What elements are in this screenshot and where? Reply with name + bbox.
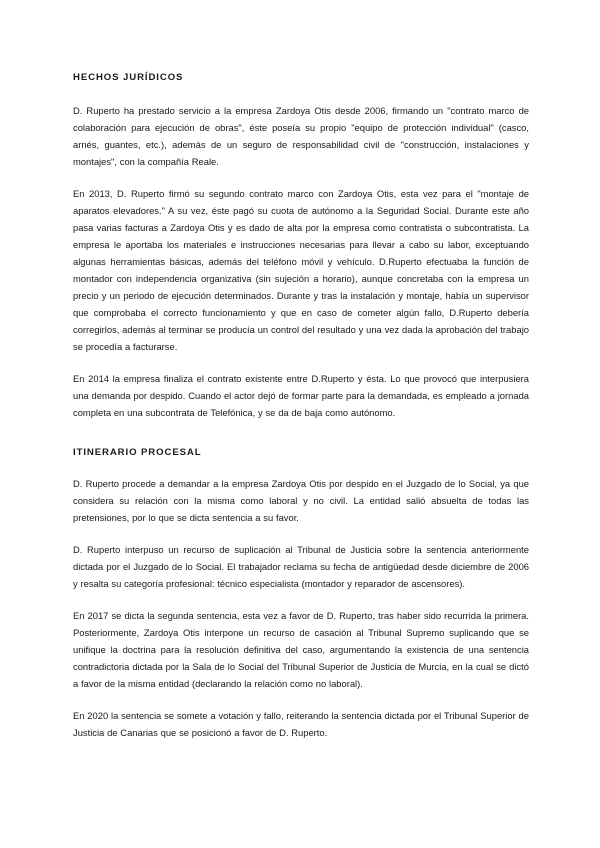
paragraph: En 2020 la sentencia se somete a votación y fallo, reiterando la sentencia dictada por el Tribunal Superior de Justicia de Canarias que se posicionó a favor de D. Ruperto. bbox=[73, 710, 529, 738]
paragraph: En 2014 la empresa finaliza el contrato existente entre D.Ruperto y ésta. Lo que provocó que interpusiera una demanda por despido. Cuando el actor dejó de formar parte para la demandada, es empleado a jornada completa en una subcontrata de Telefónica, y se da de baja como autónomo. bbox=[73, 373, 529, 418]
paragraph: En 2013, D. Ruperto firmó su segundo contrato marco con Zardoya Otis, esta vez para el "montaje de aparatos elevadores." A su vez, éste pagó su cuota de autónomo a la Seguridad Social. Durante este año pasa varias facturas a Zardoya Otis y es dado de alta por la empresa como contratista o subcontratista. La empresa le aportaba los materiales e instrucciones necesarias para llevar a cabo su labor, exceptuando algunas herramientas básicas, además del teléfono móvil y vehículo. D.Ruperto efectuaba la función de montador con independencia organizativa (sin sujeción a horario), aunque concretaba con la empresa un precio y un periodo de ejecución determinados. Durante y tras la instalación y montaje, había un supervisor que comprobaba el correcto funcionamiento y que en caso de cometer algún fallo, D.Ruperto debería corregirlos, además al terminar se producía un control del resultado y una vez dada la aprobación del trabajo se procedía a facturarse. bbox=[73, 188, 529, 352]
paragraph: D. Ruperto interpuso un recurso de suplicación al Tribunal de Justicia sobre la sentencia anteriormente dictada por el Juzgado de lo Social. El trabajador reclama su fecha de antigüedad desde diciembre de 2006 y resalta su categoría profesional: técnico especialista (montador y reparador de ascensores). bbox=[73, 544, 529, 589]
paragraph: En 2017 se dicta la segunda sentencia, esta vez a favor de D. Ruperto, tras haber sido recurrida la primera. Posteriormente, Zardoya Otis interpone un recurso de casación al Tribunal Supremo suplicando que se unifique la doctrina para la resolución definitiva del caso, argumentando la existencia de una sentencia contradictoria dictada por la Sala de lo Social del Tribunal Superior de Justicia de Murcia, en la cual se dictó a favor de la misma entidad (declarando la relación como no laboral). bbox=[73, 610, 529, 689]
paragraph: D. Ruperto procede a demandar a la empresa Zardoya Otis por despido en el Juzgado de lo Social, ya que considera su relación con la misma como laboral y no civil. La entidad salió absuelta de todas las pretensiones, por lo que se dicta sentencia a su favor. bbox=[73, 478, 529, 523]
section-heading-itinerario: ITINERARIO PROCESAL bbox=[73, 447, 202, 458]
paragraph: D. Ruperto ha prestado servicio a la empresa Zardoya Otis desde 2006, firmando un "contrato marco de colaboración para ejecución de obras", éste poseía su propio "equipo de protección individual" (casco, arnés, guantes, etc.), además de un seguro de responsabilidad civil de "construcción, instalaciones y montajes", con la compañía Reale. bbox=[73, 105, 529, 167]
document-page bbox=[73, 72, 529, 756]
section-heading-hechos: HECHOS JURÍDICOS bbox=[73, 72, 184, 83]
